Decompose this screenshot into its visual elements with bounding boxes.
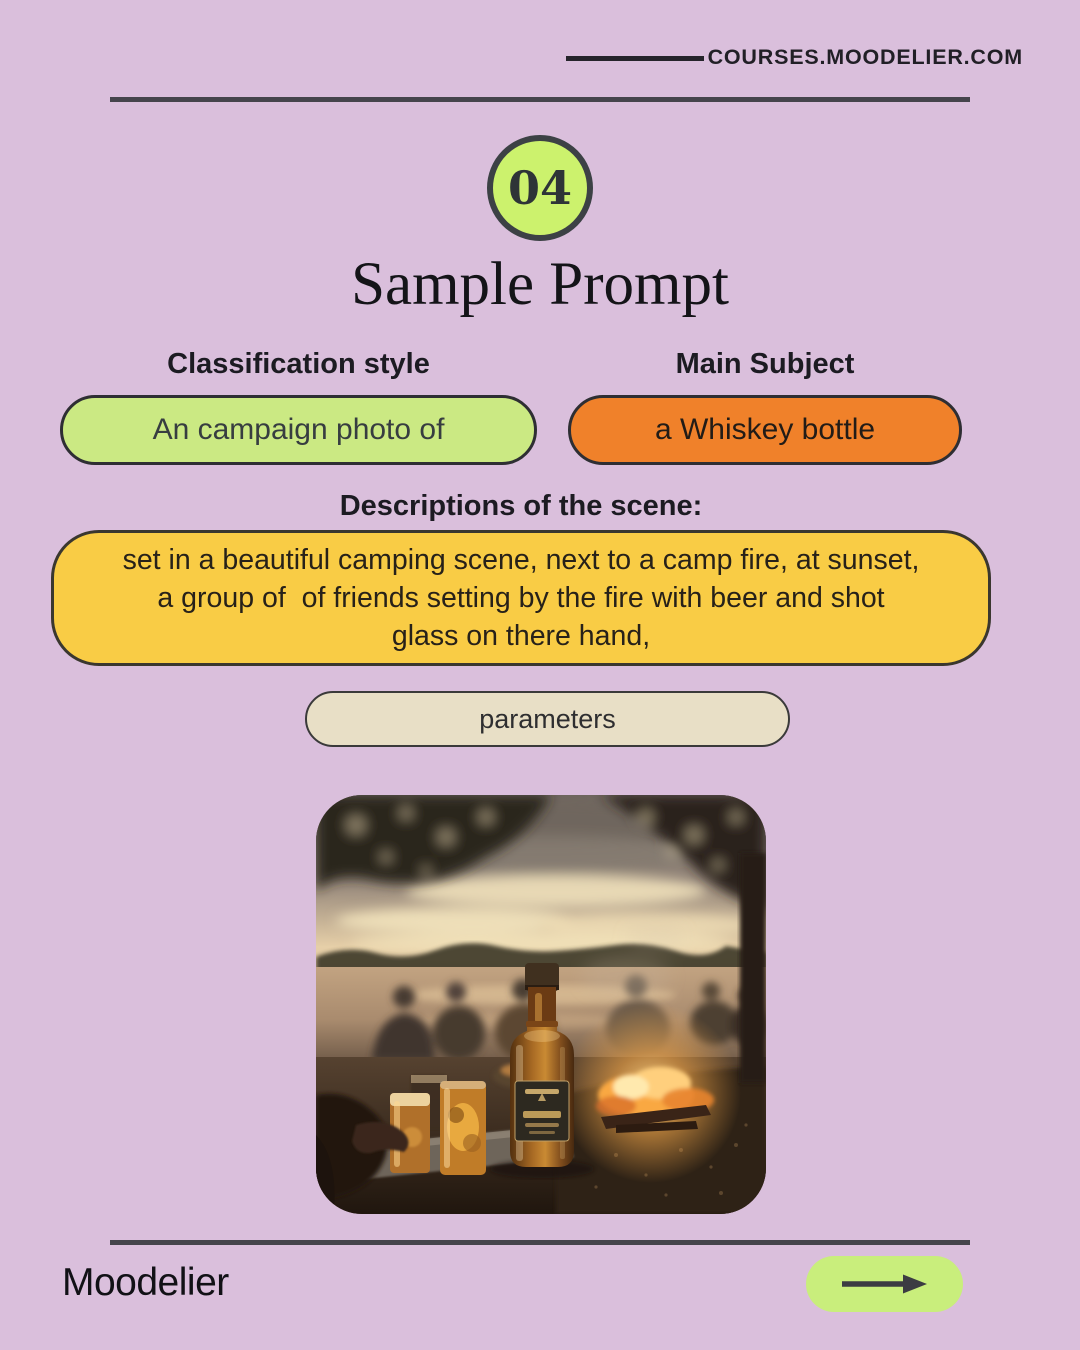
main-subject-value: a Whiskey bottle — [654, 413, 876, 446]
classification-style-label: Classification style — [167, 348, 430, 380]
campfire-photo-illustration — [316, 795, 766, 1214]
parameters-pill — [305, 691, 790, 747]
scene-line-1: set in a beautiful camping scene, next to a camp fire, at sunset, — [122, 544, 920, 576]
scene-line-3: glass on there hand, — [391, 620, 651, 652]
arrow-right-icon — [839, 1273, 931, 1295]
classification-style-pill — [60, 395, 537, 465]
header-accent-line — [566, 56, 704, 61]
next-button[interactable] — [806, 1256, 963, 1312]
parameters-label: parameters — [479, 703, 616, 734]
scene-line-2: a group of of friends setting by the fire with beer and shot — [157, 582, 885, 614]
bottom-divider — [110, 1240, 970, 1245]
main-subject-label: Main Subject — [675, 348, 855, 380]
page-title: Sample Prompt — [351, 251, 729, 318]
classification-style-value: An campaign photo of — [152, 413, 445, 446]
sample-photo — [316, 795, 766, 1214]
main-subject-pill — [568, 395, 962, 465]
site-url: COURSES.MOODELIER.COM — [707, 45, 1023, 69]
slide-number: 04 — [507, 161, 572, 215]
top-divider — [110, 97, 970, 102]
scene-description-label: Descriptions of the scene: — [339, 490, 703, 522]
scene-description-box — [51, 530, 991, 666]
moodelier-logo: Moodelier — [62, 1261, 229, 1304]
slide-number-badge — [487, 135, 593, 241]
